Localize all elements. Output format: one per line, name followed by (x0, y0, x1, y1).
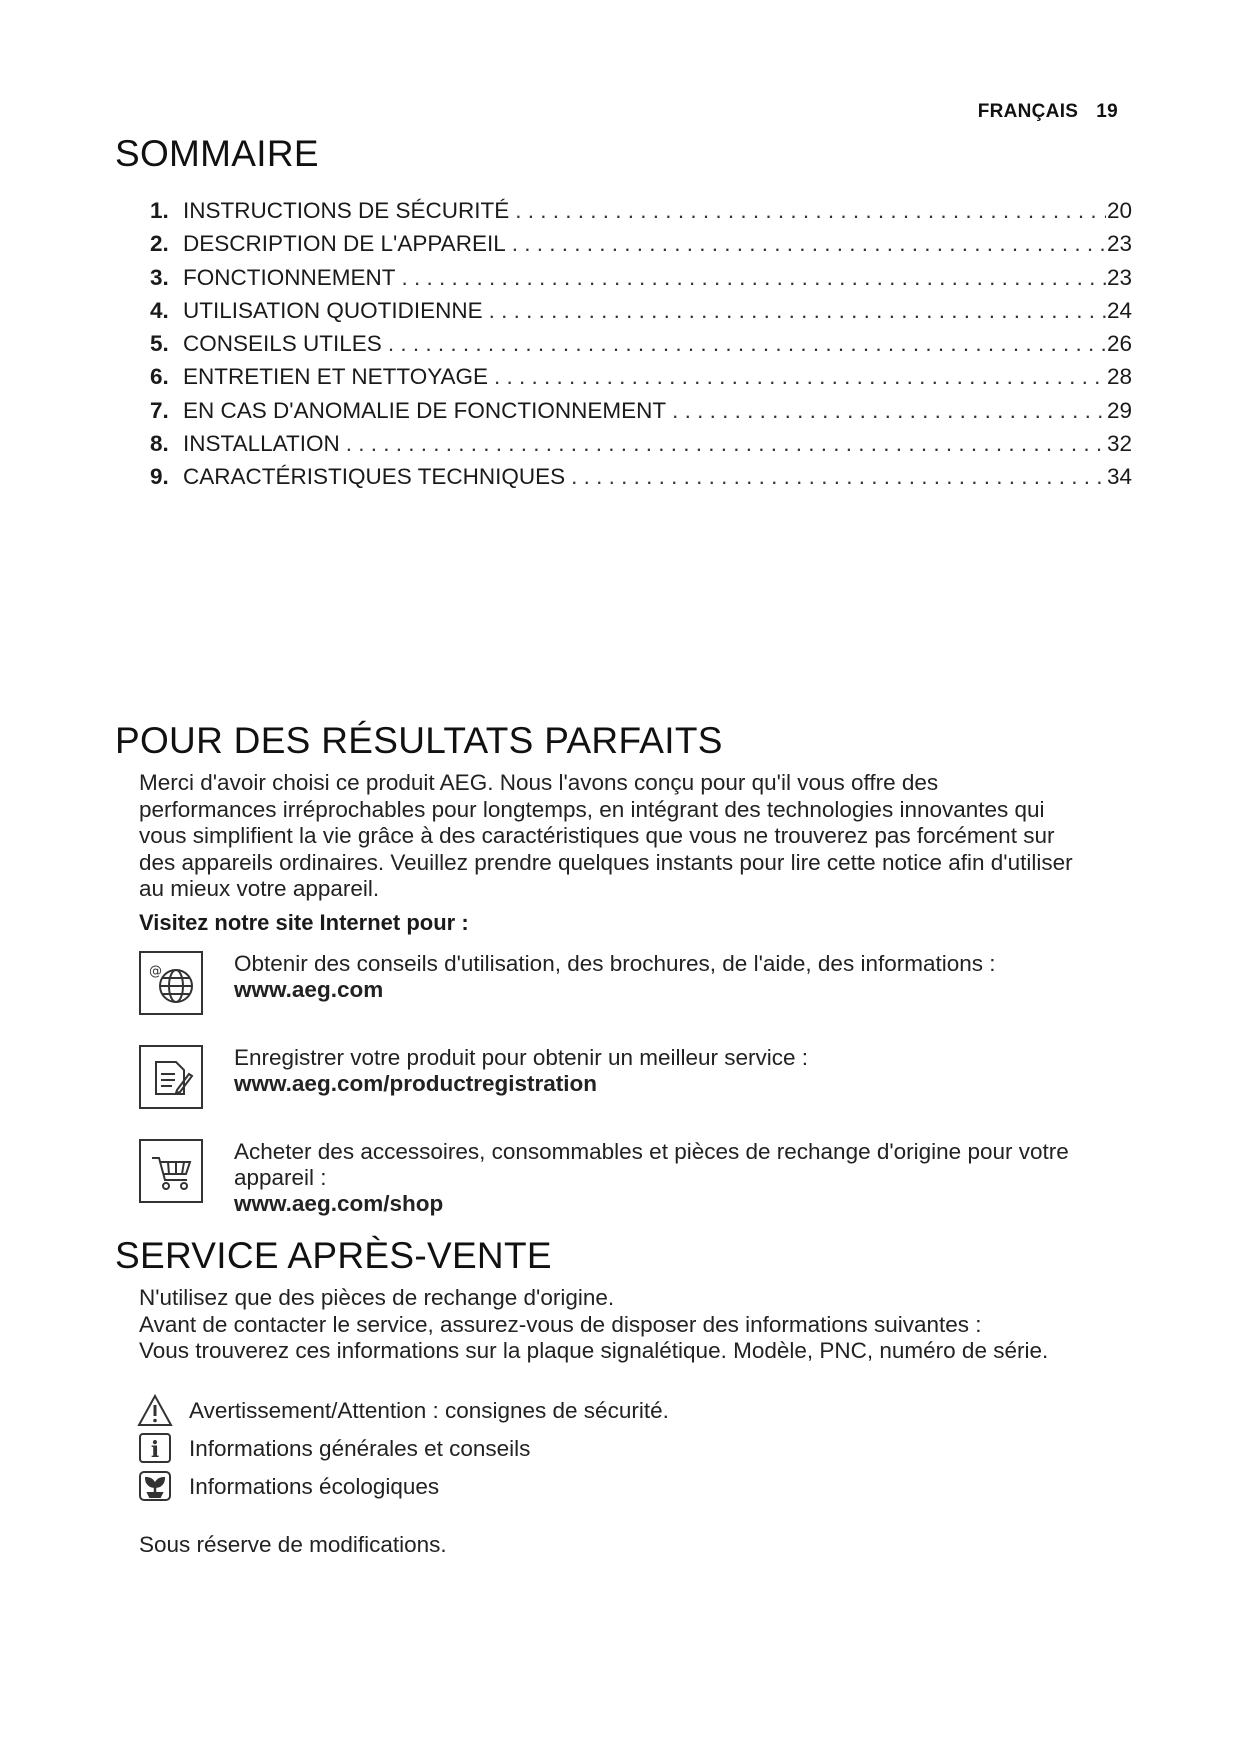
toc-page-number: 29 (1106, 397, 1132, 423)
eco-icon (137, 1469, 173, 1505)
toc-number: 5. (150, 331, 169, 357)
toc-row[interactable] (150, 265, 1132, 298)
toc-leader-dots (488, 364, 1106, 390)
registration-icon (139, 1045, 203, 1109)
toc-page-number: 34 (1106, 464, 1132, 490)
intro-line: vous simplifient la vie grâce à des caractéristiques que vous ne trouverez pas forcément sur (139, 823, 1055, 848)
shop-link[interactable]: www.aeg.com/shop (234, 1191, 444, 1216)
toc-page-number: 20 (1106, 198, 1132, 223)
shopping-cart-icon (139, 1139, 203, 1203)
page-number: 19 (1096, 101, 1118, 122)
toc-label: INSTALLATION (183, 431, 340, 457)
page-header (978, 101, 1118, 123)
toc-number: 7. (150, 397, 169, 423)
svg-text:i: i (150, 1437, 160, 1463)
toc-row[interactable] (150, 398, 1132, 431)
toc-number: 4. (150, 297, 169, 323)
toc-leader-dots (506, 231, 1106, 257)
toc-label: FONCTIONNEMENT (183, 264, 396, 290)
toc-label: DESCRIPTION DE L'APPAREIL (183, 231, 506, 257)
toc-row[interactable] (150, 331, 1132, 364)
toc-label: EN CAS D'ANOMALIE DE FONCTIONNEMENT (183, 397, 667, 423)
contents-title: SOMMAIRE (115, 133, 319, 174)
results-title: POUR DES RÉSULTATS PARFAITS (115, 720, 723, 761)
symbol-text: Informations générales et conseils (189, 1436, 531, 1461)
toc-leader-dots (382, 331, 1106, 357)
toc-page-number: 26 (1106, 331, 1132, 357)
toc-page-number: 28 (1106, 364, 1132, 390)
toc-number: 9. (150, 464, 169, 490)
toc-leader-dots (483, 298, 1106, 324)
toc-row[interactable] (150, 364, 1132, 397)
toc-label: ENTRETIEN ET NETTOYAGE (183, 364, 489, 390)
toc-leader-dots (565, 464, 1106, 490)
intro-line: Merci d'avoir choisi ce produit AEG. Nous l'avons conçu pour qu'il vous offre des (139, 770, 939, 795)
toc-number: 2. (150, 231, 169, 257)
toc-leader-dots (666, 398, 1106, 424)
toc-page-number: 23 (1106, 264, 1132, 290)
feature-text: Enregistrer votre produit pour obtenir un meilleur service : (234, 1045, 809, 1070)
toc-label: CARACTÉRISTIQUES TECHNIQUES (183, 464, 566, 490)
info-icon (137, 1431, 173, 1467)
svg-text:@: @ (149, 964, 162, 979)
symbol-text: Avertissement/Attention : consignes de sécurité. (189, 1398, 669, 1423)
toc-leader-dots (340, 431, 1106, 457)
service-paragraph (139, 1285, 1129, 1365)
feature-text: appareil : (234, 1165, 327, 1190)
toc-row[interactable] (150, 431, 1132, 464)
toc-label: INSTRUCTIONS DE SÉCURITÉ (183, 198, 510, 223)
toc-row[interactable] (150, 464, 1132, 497)
visit-heading: Visitez notre site Internet pour : (139, 910, 469, 935)
intro-line: performances irréprochables pour longtemps, en intégrant des technologies innovantes qui (139, 796, 1045, 822)
feature-text: Obtenir des conseils d'utilisation, des brochures, de l'aide, des informations : (234, 951, 996, 976)
intro-line: au mieux votre appareil. (139, 876, 380, 901)
warning-icon (137, 1393, 173, 1429)
toc-row[interactable] (150, 298, 1132, 331)
globe-icon (139, 951, 203, 1015)
toc-label: UTILISATION QUOTIDIENNE (183, 297, 483, 323)
toc-number: 6. (150, 364, 169, 390)
toc-number: 3. (150, 264, 169, 290)
toc-leader-dots (509, 198, 1106, 224)
feature-text: Acheter des accessoires, consommables et pièces de rechange d'origine pour votre (234, 1139, 1069, 1164)
toc-page-number: 24 (1106, 297, 1132, 323)
table-of-contents (150, 198, 1132, 498)
toc-number: 1. (150, 198, 169, 223)
service-line: Avant de contacter le service, assurez-vous de disposer des informations suivantes : (139, 1311, 982, 1337)
service-line: Vous trouverez ces informations sur la plaque signalétique. Modèle, PNC, numéro de série. (139, 1338, 1049, 1363)
language-label: FRANÇAIS (977, 101, 1079, 122)
service-title: SERVICE APRÈS-VENTE (115, 1235, 552, 1276)
toc-row[interactable] (150, 231, 1132, 264)
registration-link[interactable]: www.aeg.com/productregistration (234, 1071, 597, 1096)
toc-number: 8. (150, 431, 169, 457)
symbol-text: Informations écologiques (189, 1474, 440, 1499)
footer-note: Sous réserve de modifications. (139, 1532, 447, 1557)
toc-page-number: 23 (1106, 231, 1132, 257)
toc-label: CONSEILS UTILES (183, 331, 382, 357)
website-link[interactable]: www.aeg.com (234, 977, 384, 1002)
intro-line: des appareils ordinaires. Veuillez prendre quelques instants pour lire cette notice afin d'utiliser (139, 849, 1073, 875)
toc-row[interactable] (150, 198, 1132, 231)
toc-page-number: 32 (1106, 431, 1132, 457)
service-line: N'utilisez que des pièces de rechange d'origine. (139, 1285, 615, 1310)
toc-leader-dots (396, 265, 1107, 291)
intro-paragraph (139, 770, 1129, 903)
